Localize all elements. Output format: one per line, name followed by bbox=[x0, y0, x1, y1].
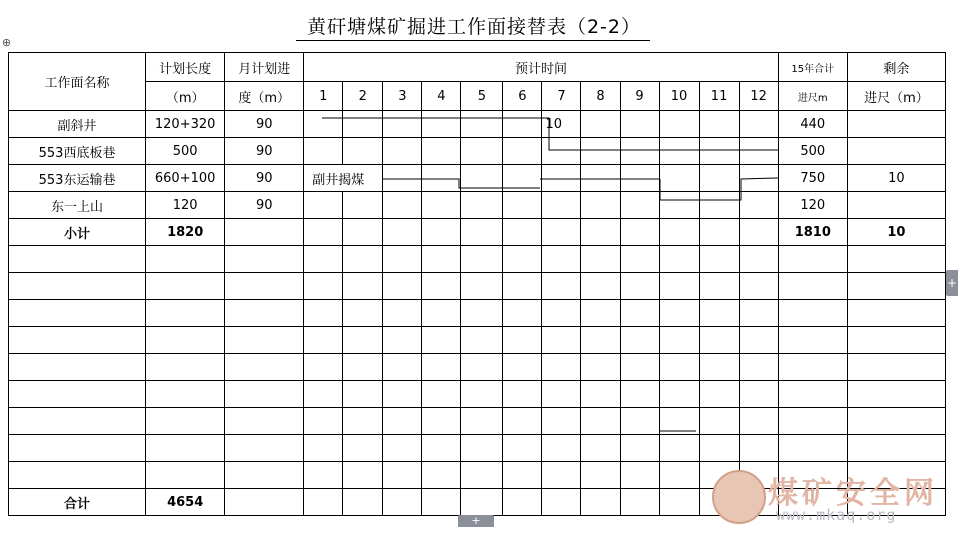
watermark-logo-icon bbox=[712, 470, 766, 524]
header-month: 12 bbox=[739, 82, 778, 111]
empty-row bbox=[9, 327, 946, 354]
year15-total-cell: 750 bbox=[778, 165, 847, 192]
header-year15-unit: 进尺m bbox=[778, 82, 847, 111]
workface-name-cell: 东一上山 bbox=[9, 192, 146, 219]
empty-row bbox=[9, 300, 946, 327]
table-row bbox=[9, 165, 946, 192]
header-monthly-plan: 月计划进 bbox=[225, 53, 304, 82]
subtotal-remaining: 10 bbox=[847, 219, 945, 246]
header-month: 2 bbox=[343, 82, 383, 111]
header-month: 9 bbox=[620, 82, 659, 111]
empty-row bbox=[9, 354, 946, 381]
total-length: 4654 bbox=[146, 489, 225, 516]
header-month: 4 bbox=[422, 82, 461, 111]
row3-month1-note: 副井揭煤 bbox=[304, 165, 383, 192]
table-row bbox=[9, 111, 946, 138]
replacement-schedule-table bbox=[8, 52, 946, 516]
remaining-cell bbox=[847, 138, 945, 165]
header-year15-total: 15年合计 bbox=[778, 53, 847, 82]
header-month: 1 bbox=[304, 82, 343, 111]
empty-row bbox=[9, 408, 946, 435]
empty-row bbox=[9, 273, 946, 300]
subtotal-row bbox=[9, 219, 946, 246]
expand-right-tab[interactable]: + bbox=[946, 270, 958, 296]
header-remaining: 剩余 bbox=[847, 53, 945, 82]
table-row bbox=[9, 138, 946, 165]
table-move-handle-icon[interactable]: ⊕ bbox=[1, 36, 12, 49]
header-month: 5 bbox=[461, 82, 503, 111]
plan-length-cell: 120 bbox=[146, 192, 225, 219]
workface-name-cell: 553西底板巷 bbox=[9, 138, 146, 165]
row1-month7-note: 10 bbox=[542, 111, 581, 138]
workface-name-cell: 553东运输巷 bbox=[9, 165, 146, 192]
plan-length-cell: 500 bbox=[146, 138, 225, 165]
header-month: 10 bbox=[659, 82, 699, 111]
monthly-plan-cell: 90 bbox=[225, 111, 304, 138]
empty-row bbox=[9, 246, 946, 273]
monthly-plan-cell: 90 bbox=[225, 165, 304, 192]
workface-name-cell: 副斜井 bbox=[9, 111, 146, 138]
site-watermark bbox=[712, 466, 948, 530]
monthly-plan-cell: 90 bbox=[225, 192, 304, 219]
total-label: 合计 bbox=[9, 489, 146, 516]
watermark-url: www.mkaq.org bbox=[776, 506, 897, 524]
header-month: 11 bbox=[699, 82, 739, 111]
header-workface-name: 工作面名称 bbox=[9, 53, 146, 111]
year15-total-cell: 500 bbox=[778, 138, 847, 165]
subtotal-label: 小计 bbox=[9, 219, 146, 246]
header-plan-length-unit: （m） bbox=[146, 82, 225, 111]
watermark-text: 煤矿安全网 bbox=[768, 476, 938, 511]
expand-bottom-tab[interactable]: + bbox=[458, 515, 494, 527]
header-month: 8 bbox=[581, 82, 620, 111]
subtotal-length: 1820 bbox=[146, 219, 225, 246]
empty-row bbox=[9, 381, 946, 408]
year15-total-cell: 120 bbox=[778, 192, 847, 219]
title-underline bbox=[296, 40, 650, 41]
header-remaining-unit: 进尺（m） bbox=[847, 82, 945, 111]
remaining-cell bbox=[847, 192, 945, 219]
plan-length-cell: 120+320 bbox=[146, 111, 225, 138]
remaining-cell bbox=[847, 111, 945, 138]
header-month: 3 bbox=[383, 82, 422, 111]
table-row bbox=[9, 192, 946, 219]
header-month: 6 bbox=[503, 82, 542, 111]
subtotal-year15: 1810 bbox=[778, 219, 847, 246]
header-plan-length: 计划长度 bbox=[146, 53, 225, 82]
year15-total-cell: 440 bbox=[778, 111, 847, 138]
header-monthly-plan-unit: 度（m） bbox=[225, 82, 304, 111]
plan-length-cell: 660+100 bbox=[146, 165, 225, 192]
header-month: 7 bbox=[542, 82, 581, 111]
empty-row bbox=[9, 435, 946, 462]
monthly-plan-cell: 90 bbox=[225, 138, 304, 165]
header-schedule: 预计时间 bbox=[304, 53, 779, 82]
remaining-cell: 10 bbox=[847, 165, 945, 192]
page-title: 黄矸塘煤矿掘进工作面接替表（2-2） bbox=[306, 16, 642, 38]
